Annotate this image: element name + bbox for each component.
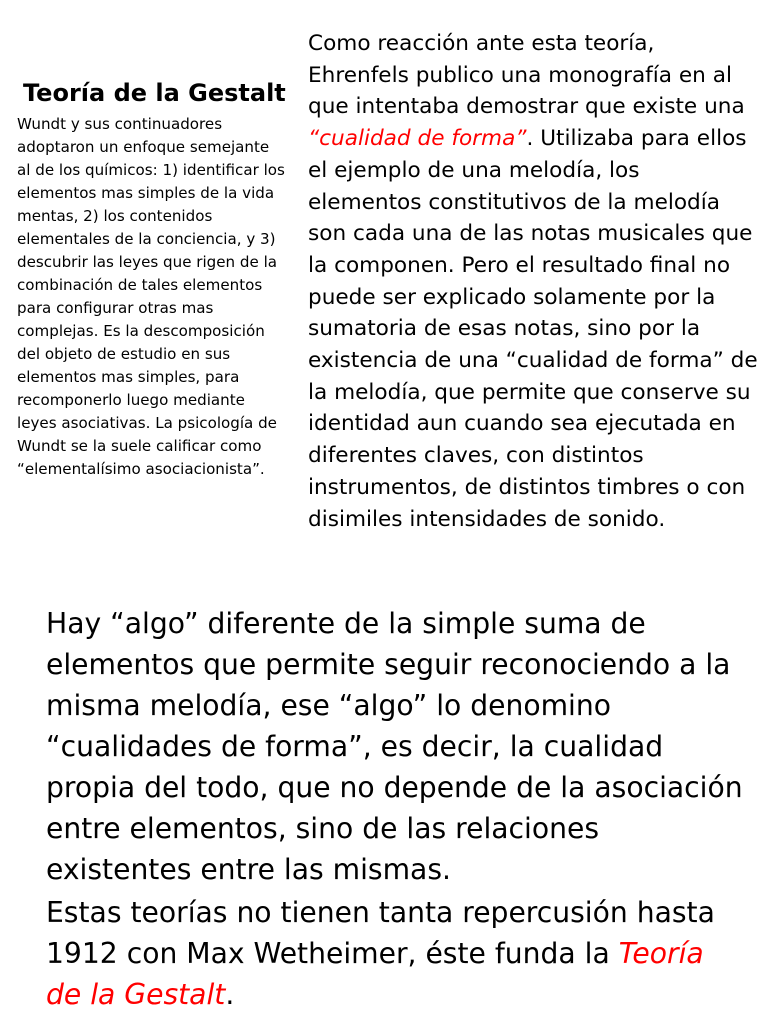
right-column-text <box>308 28 758 535</box>
paragraph-2-before: Estas teorías no tienen tanta repercusión hasta 1912 con Max Wetheimer, éste funda la <box>46 896 715 970</box>
paragraph-2-after: . <box>225 978 235 1011</box>
bottom-paragraph-2 <box>46 892 746 1015</box>
right-text-after: . Utilizaba para ellos el ejemplo de una melodía, los elementos constitutivos de la melodía son cada una de las notas musicales que la componen. Pero el resultado final no puede ser explicado solamente por la sumatoria de esas notas, sino por la existencia de una “cualidad de forma” de la melodía, que permite que conserve su identidad aun cuando sea ejecutada en diferentes claves, con distintos instrumentos, de distintos timbres o con disimiles intensidades de sonido. <box>308 126 758 532</box>
page-title: Teoría de la Gestalt <box>23 79 286 107</box>
right-text-before: Como reacción ante esta teoría, Ehrenfels publico una monografía en al que intentaba demostrar que existe una <box>308 31 745 120</box>
highlight-cualidad-de-forma: “cualidad de forma” <box>308 126 527 152</box>
left-column-text: Wundt y sus continuadores adoptaron un enfoque semejante al de los químicos: 1) identificar los elementos mas simples de la vida mentas, 2) los contenidos elementales de la conciencia, y 3) descubrir las leyes que rigen de la combinación de tales elementos para configurar otras mas complejas. Es la descomposición del objeto de estudio en sus elementos mas simples, para recomponerlo luego mediante leyes asociativas. La psicología de Wundt se la suele calificar como “elementalísimo asociacionista”. <box>17 115 285 478</box>
bottom-paragraph-1: Hay “algo” diferente de la simple suma de elementos que permite seguir reconociendo a la misma melodía, ese “algo” lo denomino “cualidades de forma”, es decir, la cualidad propia del todo, que no depende de la asociación entre elementos, sino de las relaciones existentes entre las mismas. <box>46 607 743 886</box>
highlight-teoria-gestalt: Teoría de la Gestalt <box>46 937 704 1011</box>
bottom-section <box>46 603 746 1015</box>
